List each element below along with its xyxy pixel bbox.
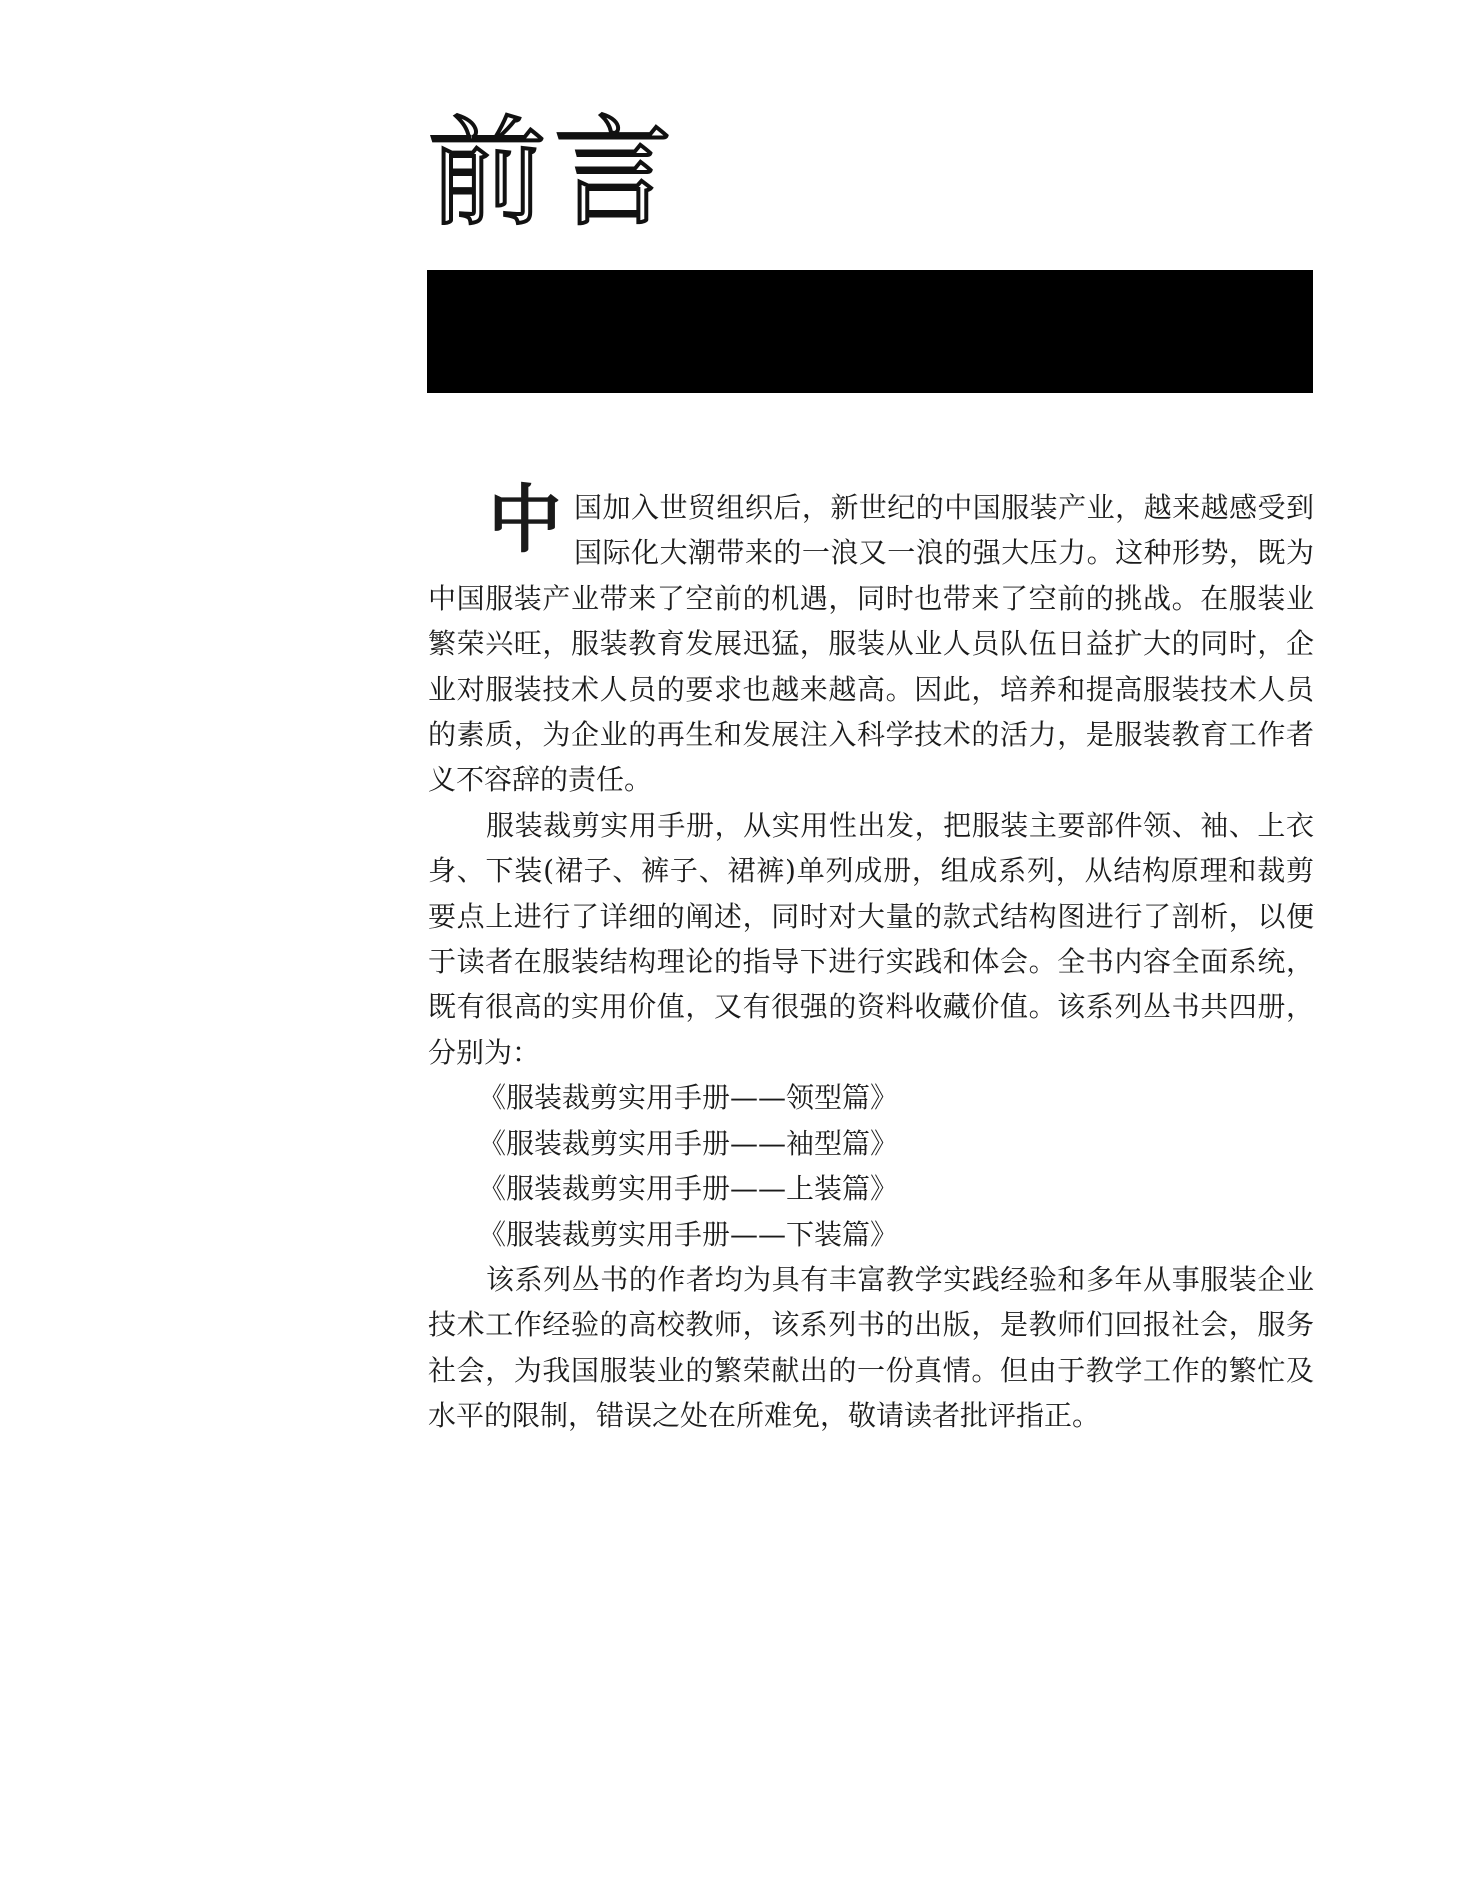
paragraph-intro-text: 国加入世贸组织后，新世纪的中国服装产业，越来越感受到国际化大潮带来的一浪又一浪的强大压力。这种形势，既为中国服装产业带来了空前的机遇，同时也带来了空前的挑战。在服装业繁荣兴旺，服装教育发展迅猛，服装从业人员队伍日益扩大的同时，企业对服装技术人员的要求也越来越高。因此，培养和提高服装技术人员的素质，为企业的再生和发展注入科学技术的活力，是服装教育工作者义不容辞的责任。 [428,491,1314,797]
paragraph-authors: 该系列丛书的作者均为具有丰富教学实践经验和多年从事服装企业技术工作经验的高校教师，该系列书的出版，是教师们回报社会，服务社会，为我国服装业的繁荣献出的一份真情。但由于教学工作的繁忙及水平的限制，错误之处在所难免，敬请读者批评指正。 [428,1262,1314,1433]
paragraph-series: 服装裁剪实用手册，从实用性出发，把服装主要部件领、袖、上衣身、下装(裙子、裤子、裙裤)单列成册，组成系列，从结构原理和裁剪要点上进行了详细的阐述，同时对大量的款式结构图进行了剖析，以便于读者在服装结构理论的指导下进行实践和体会。全书内容全面系统，既有很高的实用价值，又有很强的资料收藏价值。该系列丛书共四册，分别为： [428,808,1314,1069]
book-list-item: 《服装裁剪实用手册——袖型篇》 [478,1126,899,1160]
paragraph-intro [428,477,1314,803]
book-list-item: 《服装裁剪实用手册——领型篇》 [478,1081,899,1115]
title-banner [427,270,1313,393]
book-list-item: 《服装裁剪实用手册——下装篇》 [478,1217,899,1251]
book-list-item: 《服装裁剪实用手册——上装篇》 [478,1172,899,1206]
drop-cap: 中 [488,477,562,563]
book-list [428,1075,1314,1257]
page-title: 前言 [428,104,681,242]
preface-body [428,477,1314,1439]
